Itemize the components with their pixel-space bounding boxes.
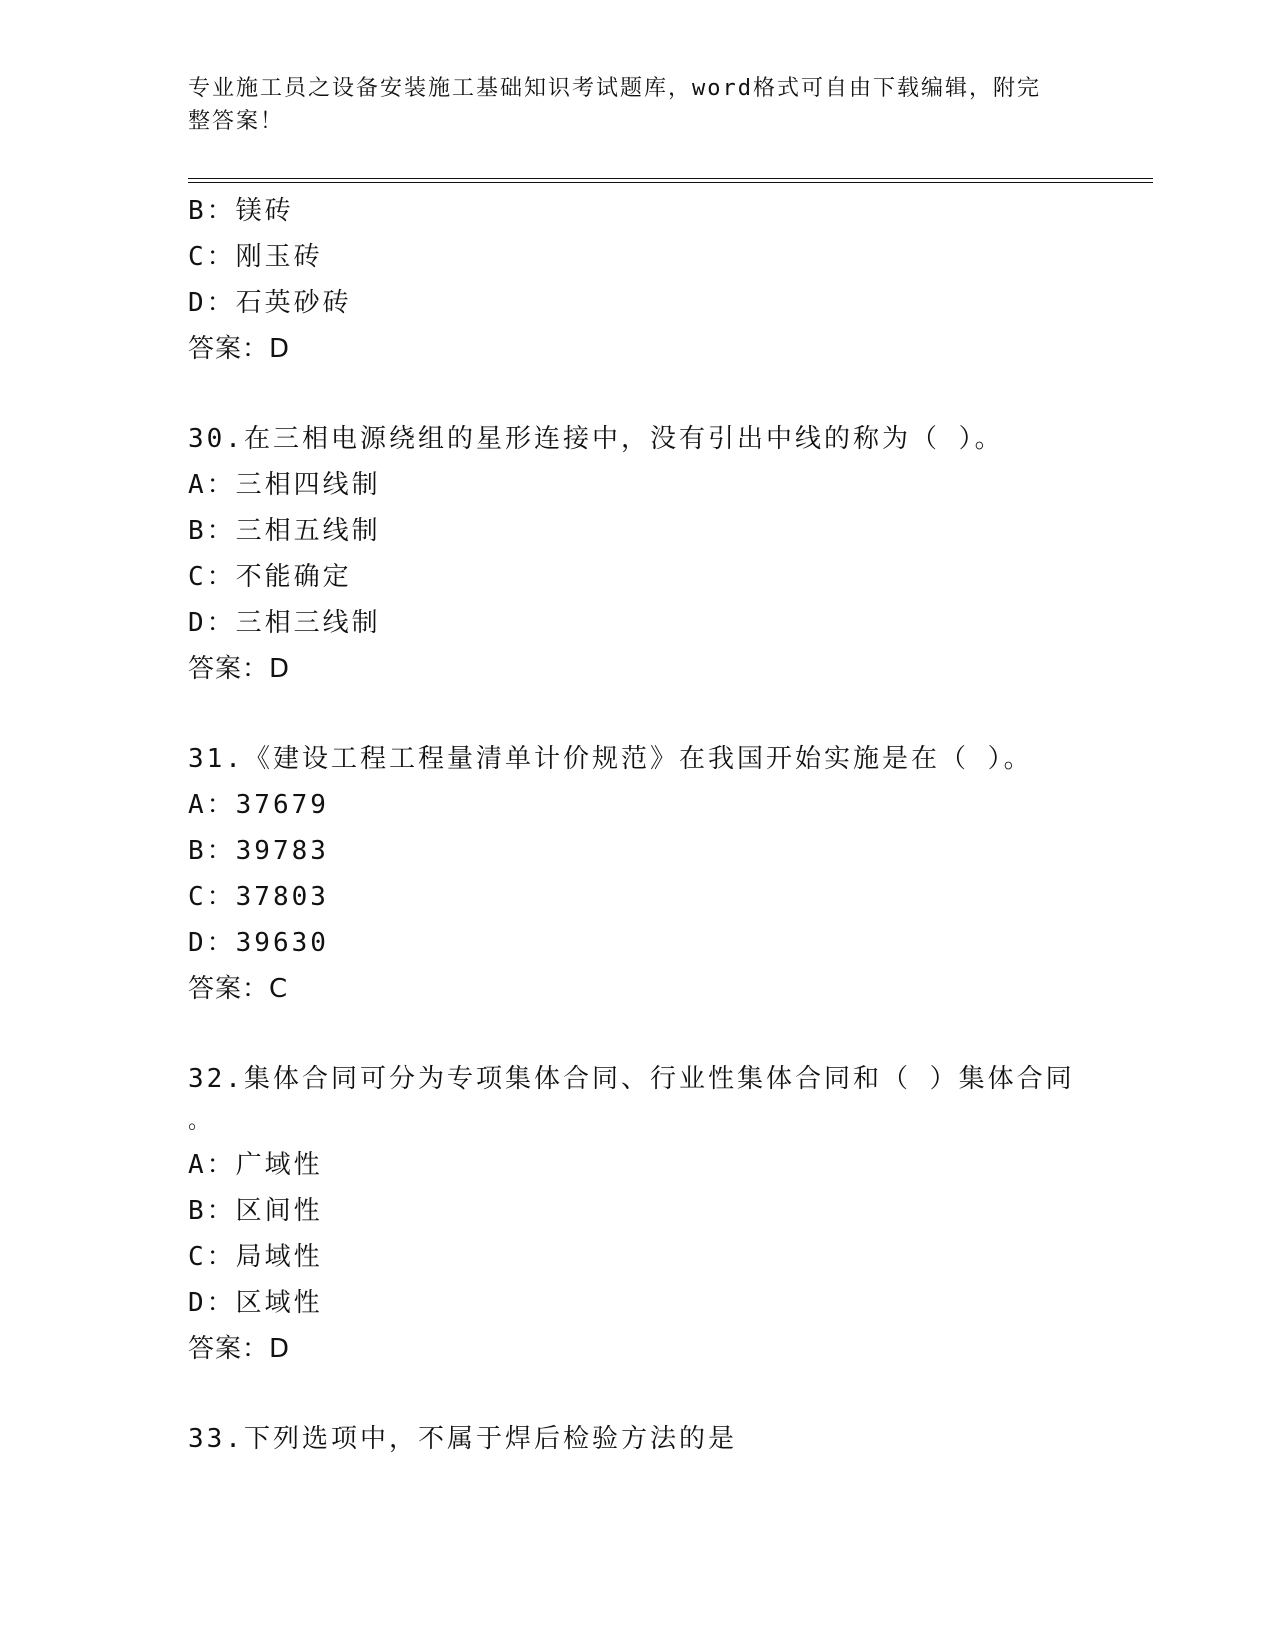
option-d: D：石英砂砖 <box>188 288 352 318</box>
option-c: C：刚玉砖 <box>188 242 323 272</box>
answer-line: 答案：C <box>188 974 289 1004</box>
header-title-line-1: 专业施工员之设备安装施工基础知识考试题库，word格式可自由下载编辑，附完 <box>188 76 1041 101</box>
option-c: C：37803 <box>188 882 329 912</box>
option-c: C：局域性 <box>188 1242 323 1272</box>
question-29-partial <box>188 188 1153 372</box>
answer-line: 答案：D <box>188 334 291 364</box>
question-33 <box>188 1416 1153 1462</box>
option-d: D：区域性 <box>188 1288 323 1318</box>
answer-line: 答案：D <box>188 1334 291 1364</box>
option-a: A：广域性 <box>188 1150 323 1180</box>
question-stem: 30.在三相电源绕组的星形连接中，没有引出中线的称为（ ）。 <box>188 424 1004 454</box>
question-stem: 33.下列选项中，不属于焊后检验方法的是 <box>188 1424 737 1454</box>
question-stem: 32.集体合同可分为专项集体合同、行业性集体合同和（ ）集体合同 <box>188 1064 1075 1094</box>
header-divider-bottom <box>188 182 1153 183</box>
question-31 <box>188 736 1153 1012</box>
header-divider-top <box>188 178 1153 179</box>
question-list <box>188 188 1153 1462</box>
header-title-line-2: 整答案！ <box>188 109 285 134</box>
option-b: B：镁砖 <box>188 196 294 226</box>
option-a: A：三相四线制 <box>188 470 381 500</box>
option-d: D：39630 <box>188 928 329 958</box>
question-stem: 31.《建设工程工程量清单计价规范》在我国开始实施是在（ ）。 <box>188 744 1033 774</box>
question-stem-continuation: 。 <box>188 1109 211 1134</box>
document-header <box>188 72 1068 138</box>
question-32 <box>188 1056 1153 1372</box>
option-d: D：三相三线制 <box>188 608 381 638</box>
option-b: B：区间性 <box>188 1196 323 1226</box>
option-c: C：不能确定 <box>188 562 352 592</box>
option-b: B：三相五线制 <box>188 516 381 546</box>
option-a: A：37679 <box>188 790 329 820</box>
answer-line: 答案：D <box>188 654 291 684</box>
question-30 <box>188 416 1153 692</box>
option-b: B：39783 <box>188 836 329 866</box>
